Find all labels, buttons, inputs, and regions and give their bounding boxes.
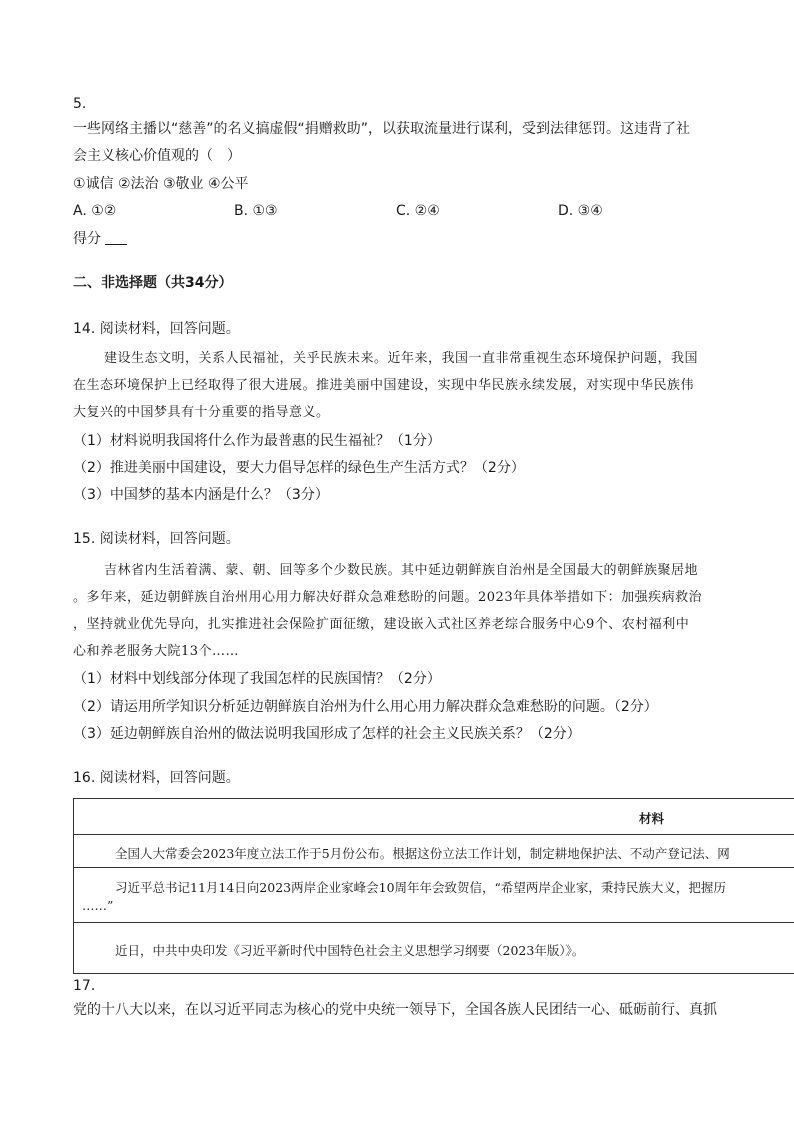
q14-title: 14. 阅读材料，回答问题。 (73, 321, 240, 337)
q5-choices: ①诚信 ②法治 ③敬业 ④公平 (73, 176, 249, 192)
table-row (74, 835, 794, 868)
q5-score (73, 231, 127, 248)
table-cell-outline: 近日，中共中央印发《习近平新时代中国特色社会主义思想学习纲要（2023年版）》。 (115, 943, 585, 958)
q15-title: 15. 阅读材料，回答问题。 (73, 531, 240, 547)
q16-material-table (73, 798, 794, 974)
q5-score-label: 得分 (73, 231, 101, 247)
q15-material-line2: 。多年来，延边朝鲜族自治州用心用力解决好群众急难愁盼的问题。2023年具体举措如下：加强疾病救治 (73, 590, 703, 605)
q15-material-line4: 心和养老服务大院13个…… (73, 644, 240, 659)
q14-question-2: （2）推进美丽中国建设，要大力倡导怎样的绿色生产生活方式？（2分） (73, 460, 525, 476)
q15-material-line1: 吉林省内生活着满、蒙、朝、回等多个少数民族。其中延边朝鲜族自治州是全国最大的朝鲜族聚居地 (104, 563, 699, 578)
q5-option-d[interactable]: D. ③④ (558, 203, 603, 219)
q14-material-line1: 建设生态文明，关系人民福祉，关乎民族未来。近年来，我国一直非常重视生态环境保护问题，我国 (104, 351, 699, 366)
q14-material-line3: 大复兴的中国梦具有十分重要的指导意义。 (73, 405, 330, 420)
table-header-material: 材料 (639, 811, 665, 826)
section2-title: 二、非选择题（共34分） (73, 275, 233, 291)
q15-question-3: （3）延边朝鲜族自治州的做法说明我国形成了怎样的社会主义民族关系？（2分） (73, 726, 581, 742)
table-row (74, 868, 794, 923)
q14-question-1: （1）材料说明我国将什么作为最普惠的民生福祉？（1分） (73, 433, 441, 449)
table-cell-legislation: 全国人大常委会2023年度立法工作于5月份公布。根据这份立法工作计划，制定耕地保护法、不动产登记法、网 (115, 846, 730, 861)
table-row (74, 923, 794, 975)
q5-score-blank[interactable] (105, 232, 127, 245)
q5-stem-line2: 会主义核心价值观的（ ） (73, 148, 241, 164)
q17-number: 17. (73, 978, 96, 994)
q5-option-b[interactable]: B. ①③ (234, 203, 278, 219)
q5-option-c[interactable]: C. ②④ (396, 203, 440, 219)
q17-stem-line1: 党的十八大以来，在以习近平同志为核心的党中央统一领导下，全国各族人民团结一心、砥砺前行、真抓 (73, 1002, 717, 1018)
q14-material-line2: 在生态环境保护上已经取得了很大进展。推进美丽中国建设，实现中华民族永续发展，对实现中华民族伟 (73, 378, 695, 393)
table-cell-congratulation-cont: ……” (82, 898, 114, 913)
table-header-row (74, 799, 794, 835)
q14-question-3: （3）中国梦的基本内涵是什么？（3分） (73, 487, 329, 503)
q15-question-1: （1）材料中划线部分体现了我国怎样的民族国情？（2分） (73, 671, 441, 687)
q5-number: 5. (73, 96, 87, 112)
q15-question-2: （2）请运用所学知识分析延边朝鲜族自治州为什么用心用力解决群众急难愁盼的问题。（2分） (73, 699, 658, 715)
q5-stem-line1: 一些网络主播以“慈善”的名义搞虚假“捐赠救助”，以获取流量进行谋利，受到法律惩罚。这违背了社 (73, 121, 691, 137)
table-cell-congratulation: 习近平总书记11月14日向2023两岸企业家峰会10周年年会致贺信，“希望两岸企业家，秉持民族大义，把握历 (115, 880, 726, 895)
q15-material-line3: ，坚持就业优先导向，扎实推进社会保险扩面征缴，建设嵌入式社区养老综合服务中心9个、农村福利中 (73, 617, 690, 632)
q16-title: 16. 阅读材料，回答问题。 (73, 770, 240, 786)
q5-option-a[interactable]: A. ①② (73, 203, 117, 219)
